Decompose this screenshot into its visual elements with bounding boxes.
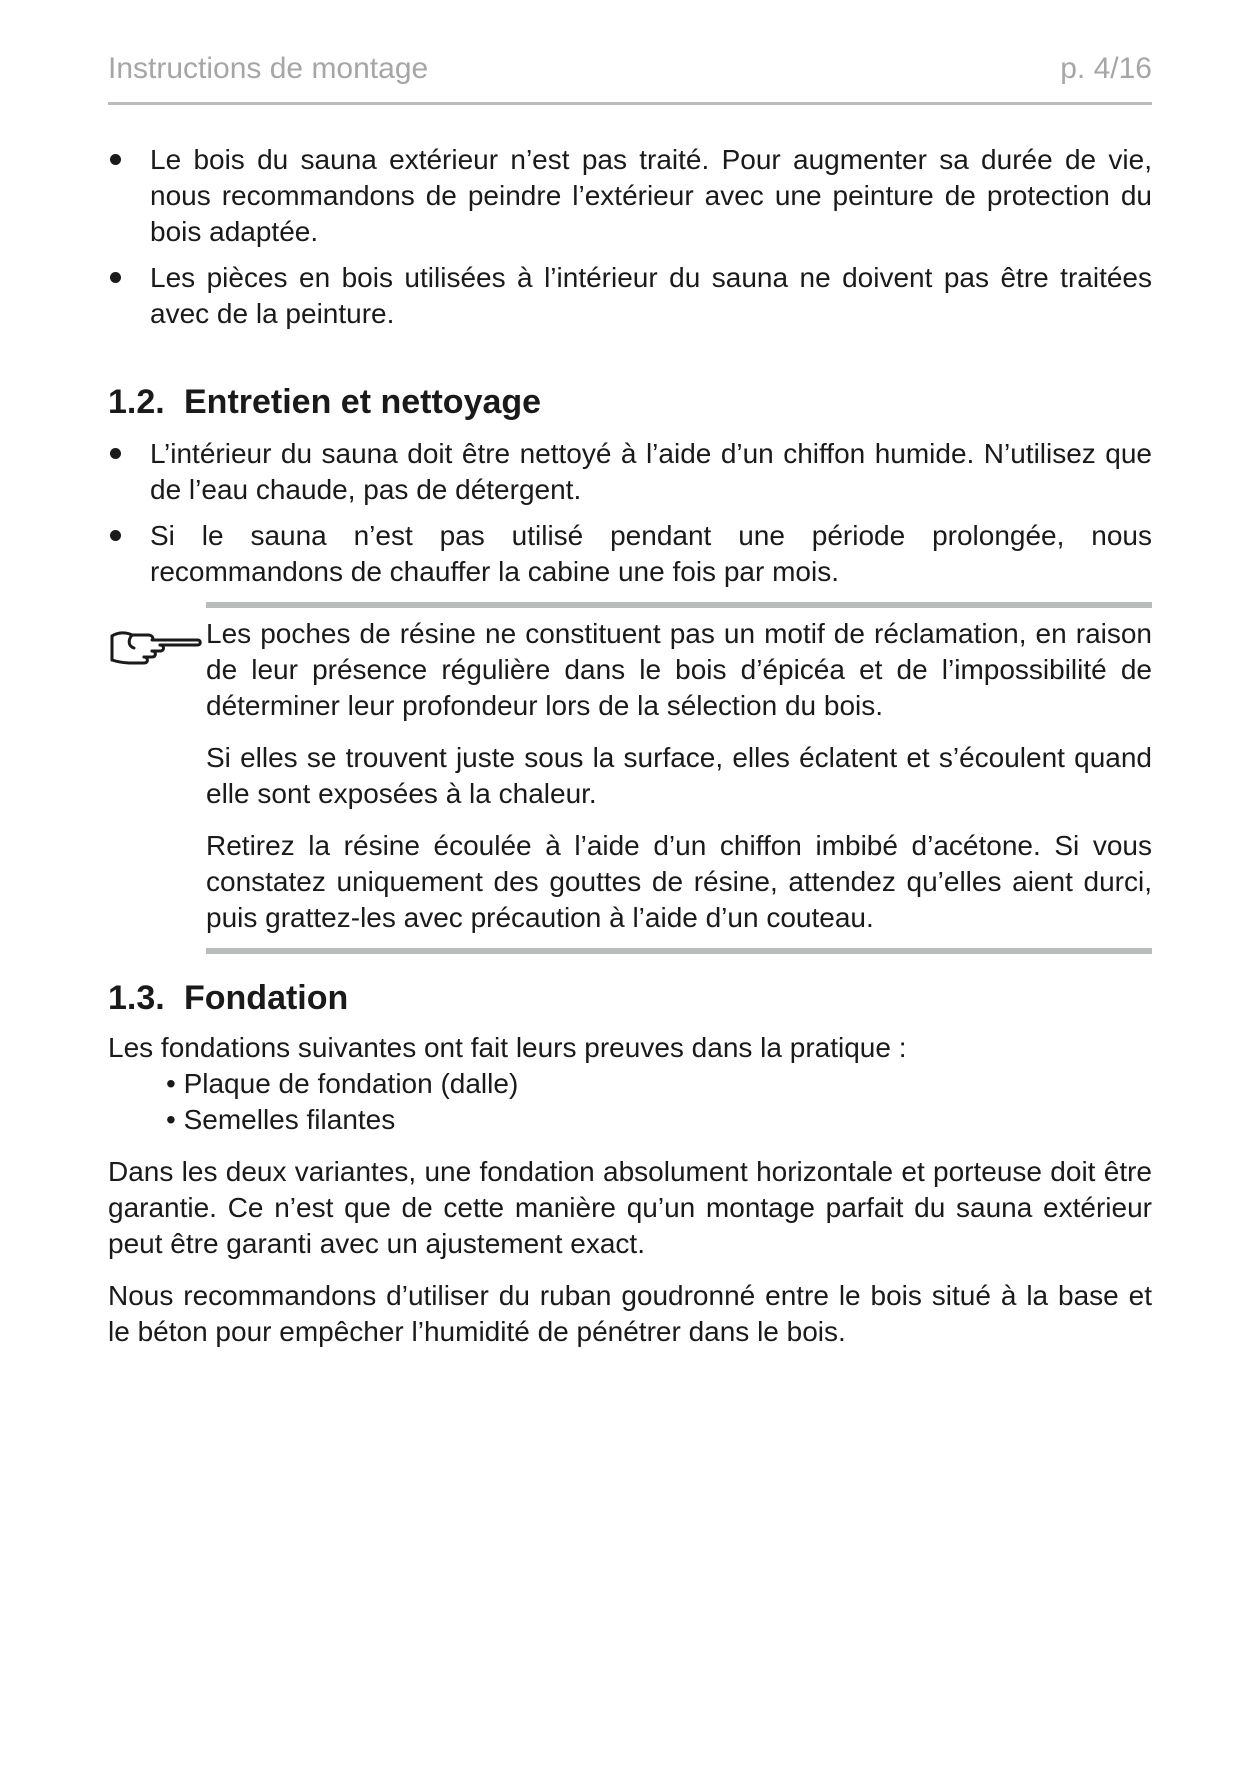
page-number: p. 4/16 [1060,52,1152,85]
bullet-icon [110,154,121,165]
foundation-type-list [108,1066,1152,1138]
maintenance-bullet-list [108,436,1152,590]
list-item: • Plaque de fondation (dalle) [166,1068,519,1099]
resin-note-box [206,602,1152,954]
pointing-hand-icon [108,626,202,672]
list-item [108,260,1152,332]
section-heading-1-2 [108,380,1152,424]
list-item-text: Le bois du sauna extérieur n’est pas traité. Pour augmenter sa durée de vie, nous recommandons de peindre l’extérieur avec une peinture de protection du bois adaptée. [150,144,1152,247]
section-title: Entretien et nettoyage [184,383,542,421]
bullet-icon [110,272,121,283]
page-content [108,142,1152,1366]
list-item: • Semelles filantes [166,1104,396,1135]
bullet-icon [110,530,121,541]
body-paragraph: Nous recommandons d’utiliser du ruban goudronné entre le bois situé à la base et le béton pour empêcher l’humidité de pénétrer dans le bois. [108,1280,1152,1347]
bullet-icon [110,448,121,459]
intro-bullet-list [108,142,1152,332]
header-title: Instructions de montage [108,52,429,85]
section-number: 1.3. [108,979,165,1017]
list-item [108,436,1152,508]
list-item-text: Si le sauna n’est pas utilisé pendant une période prolongée, nous recommandons de chauffer la cabine une fois par mois. [150,520,1152,587]
body-paragraph: Dans les deux variantes, une fondation absolument horizontale et porteuse doit être garantie. Ce n’est que de cette manière qu’un montage parfait du sauna extérieur peut être garanti avec un ajustement exact. [108,1156,1152,1259]
section-heading-1-3 [108,976,1152,1020]
section-title: Fondation [184,979,349,1017]
page-header [108,52,1152,105]
section-number: 1.2. [108,383,165,421]
list-item-text: Les pièces en bois utilisées à l’intérieur du sauna ne doivent pas être traitées avec de la peinture. [150,262,1152,329]
note-paragraph: Si elles se trouvent juste sous la surface, elles éclatent et s’écoulent quand elle sont exposées à la chaleur. [206,742,1152,809]
list-item-text: L’intérieur du sauna doit être nettoyé à l’aide d’un chiffon humide. N’utilisez que de l’eau chaude, pas de détergent. [150,438,1152,505]
list-item [108,142,1152,250]
note-paragraph: Les poches de résine ne constituent pas un motif de réclamation, en raison de leur présence régulière dans le bois d’épicéa et de l’impossibilité de déterminer leur profondeur lors de la sélection du bois. [206,618,1152,721]
list-item [108,518,1152,590]
foundation-intro: Les fondations suivantes ont fait leurs preuves dans la pratique : [108,1032,907,1063]
note-paragraph: Retirez la résine écoulée à l’aide d’un chiffon imbibé d’acétone. Si vous constatez uniquement des gouttes de résine, attendez qu’elles aient durci, puis grattez-les avec précaution à l’aide d’un couteau. [206,830,1152,933]
